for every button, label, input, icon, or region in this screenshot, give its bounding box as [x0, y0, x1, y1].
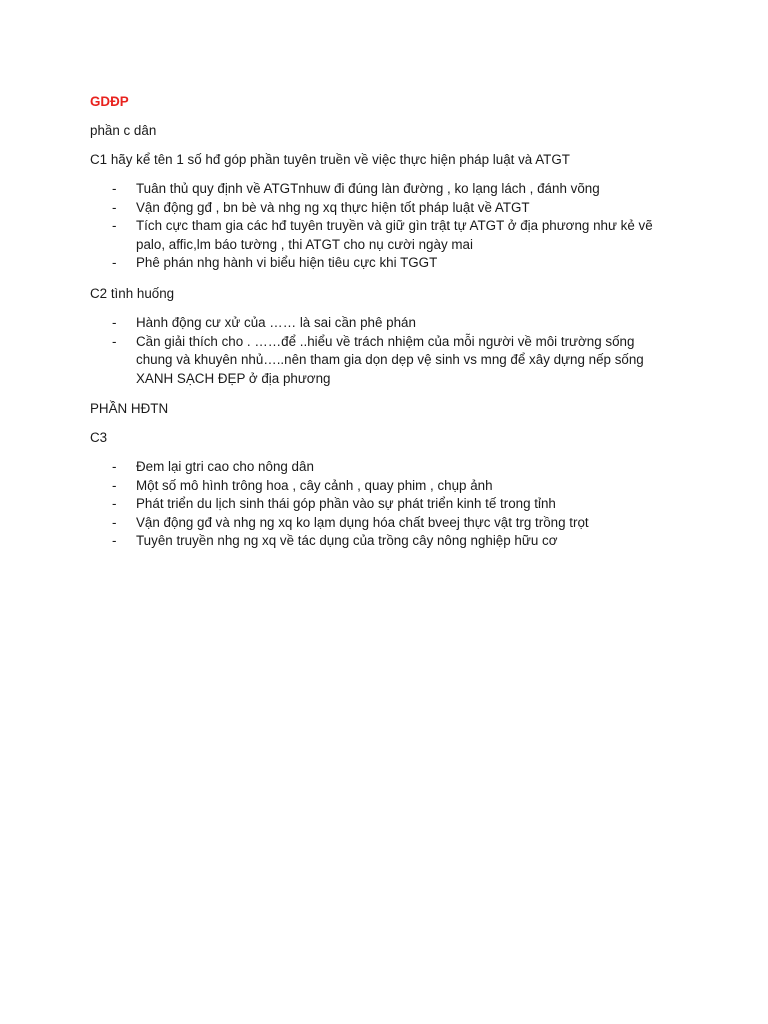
dash-bullet: -	[112, 333, 117, 349]
document-title: GDĐP	[90, 94, 129, 109]
dash-bullet: -	[112, 255, 117, 271]
list-item	[112, 495, 672, 514]
section-heading-experience: PHẦN HĐTN	[90, 401, 169, 416]
question-2-list	[112, 314, 672, 388]
list-item-text: Cần giải thích cho . ……để ..hiểu về trách nhiệm của mỗi người về môi trường sống chung và khuyên nhủ…..nên tham gia dọn dẹp vệ sinh vs mng để xây dựng nếp sống XANH SẠCH ĐẸP ở địa phương	[136, 333, 644, 386]
list-item-text: Tuyên truyền nhg ng xq về tác dụng của trồng cây nông nghiệp hữu cơ	[136, 533, 558, 549]
list-item	[112, 477, 672, 496]
list-item	[112, 314, 672, 333]
dash-bullet: -	[112, 496, 117, 512]
list-item-text: Đem lại gtri cao cho nông dân	[136, 459, 314, 474]
list-item-text: Phê phán nhg hành vi biểu hiện tiêu cực khi TGGT	[136, 255, 438, 271]
list-item-text: Phát triển du lịch sinh thái góp phần vào sự phát triển kinh tế trong tỉnh	[136, 496, 556, 512]
list-item	[112, 199, 672, 218]
question-1-list	[112, 180, 672, 273]
dash-bullet: -	[112, 199, 117, 215]
section-heading-civic: phần c dân	[90, 123, 157, 138]
list-item	[112, 514, 672, 533]
list-item-text: Vận động gđ và nhg ng xq ko lạm dụng hóa chất bveej thực vật trg trồng trọt	[136, 514, 589, 530]
dash-bullet: -	[112, 477, 117, 493]
list-item	[112, 217, 672, 254]
dash-bullet: -	[112, 181, 117, 196]
list-item-text: Vận động gđ , bn bè và nhg ng xq thực hiện tốt pháp luật về ATGT	[136, 199, 530, 215]
dash-bullet: -	[112, 533, 117, 549]
question-3-label: C3	[90, 430, 108, 445]
list-item	[112, 180, 672, 199]
dash-bullet: -	[112, 315, 117, 330]
dash-bullet: -	[112, 459, 117, 474]
dash-bullet: -	[112, 218, 117, 234]
list-item	[112, 333, 672, 389]
list-item-text: Hành động cư xử của …… là sai cần phê phán	[136, 315, 416, 330]
question-3-list	[112, 458, 672, 551]
list-item-text: Tuân thủ quy định về ATGTnhuw đi đúng làn đường , ko lạng lách , đánh võng	[136, 181, 600, 196]
list-item	[112, 532, 672, 551]
list-item-text: Một số mô hình trông hoa , cây cảnh , quay phim , chụp ảnh	[136, 477, 493, 493]
question-1-label: C1 hãy kể tên 1 số hđ góp phần tuyên truền về việc thực hiện pháp luật và ATGT	[90, 152, 570, 167]
dash-bullet: -	[112, 514, 117, 530]
list-item-text: Tích cực tham gia các hđ tuyên truyền và giữ gìn trật tự ATGT ở địa phương như kẻ vẽ palo, affic,lm báo tường , thi ATGT cho nụ cười ngày mai	[136, 218, 653, 252]
list-item	[112, 458, 672, 477]
list-item	[112, 254, 672, 273]
question-2-label: C2 tình huống	[90, 286, 175, 301]
